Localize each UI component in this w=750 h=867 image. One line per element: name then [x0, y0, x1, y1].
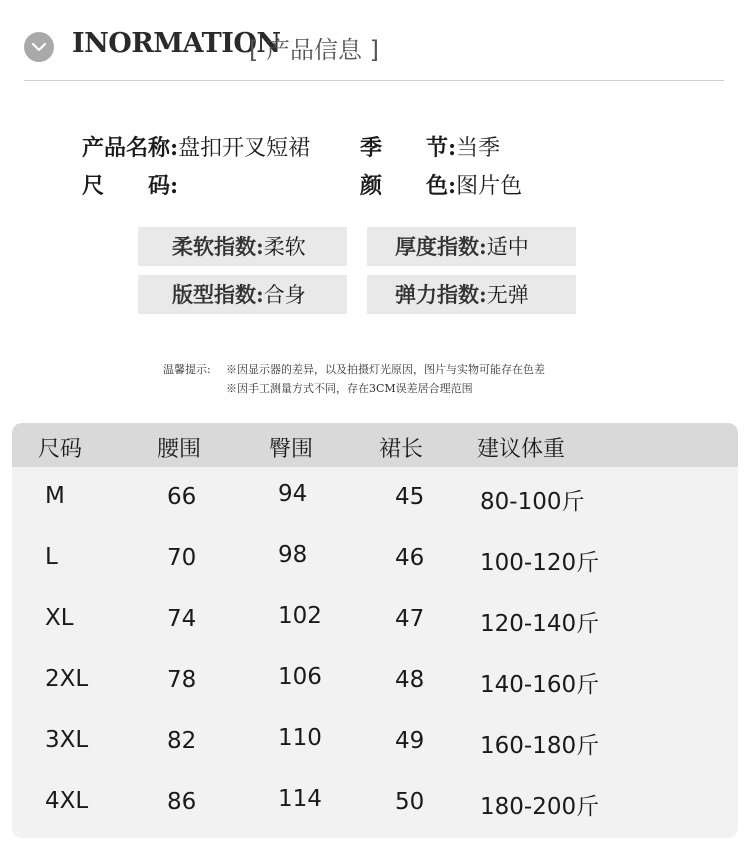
- cell-length: 48: [395, 667, 425, 693]
- thickness-index: [367, 227, 576, 266]
- index-value: 合身: [263, 283, 306, 307]
- index-label: 柔软指数:: [172, 234, 264, 259]
- header-weight: 建议体重: [477, 437, 566, 462]
- cell-hip: 94: [278, 481, 308, 507]
- header-hip: 臀围: [269, 437, 314, 462]
- cell-size: XL: [45, 605, 74, 631]
- index-label: 弹力指数:: [395, 282, 487, 307]
- cell-weight: 120-140斤: [480, 611, 600, 637]
- season-row: [360, 131, 500, 162]
- cell-waist: 74: [167, 606, 197, 632]
- index-value: 无弹: [486, 283, 529, 307]
- product-name-label: 产品名称:: [82, 135, 179, 161]
- softness-index: [138, 227, 347, 266]
- cell-size: 3XL: [45, 727, 89, 753]
- cell-size: M: [45, 483, 65, 509]
- cell-length: 46: [395, 545, 425, 571]
- cell-waist: 78: [167, 667, 197, 693]
- cell-weight: 140-160斤: [480, 672, 600, 698]
- cell-hip: 106: [278, 664, 322, 690]
- section-subtitle: [ 产品信息 ]: [249, 36, 379, 64]
- cell-weight: 160-180斤: [480, 733, 600, 759]
- index-label: 厚度指数:: [395, 234, 487, 259]
- table-header: [12, 423, 738, 467]
- chevron-down-icon: [24, 32, 54, 62]
- notes-line-1: ※因显示器的差异，以及拍摄灯光原因，图片与实物可能存在色差: [226, 363, 545, 376]
- cell-waist: 66: [167, 484, 197, 510]
- cell-waist: 82: [167, 728, 197, 754]
- cell-weight: 100-120斤: [480, 550, 600, 576]
- header-waist: 腰围: [157, 437, 202, 462]
- section-header: [0, 0, 750, 82]
- cell-size: 2XL: [45, 666, 89, 692]
- cell-hip: 110: [278, 725, 322, 751]
- season-value: 当季: [456, 136, 501, 161]
- section-title: INORMATION: [72, 28, 281, 59]
- product-name-value: 盘扣开叉短裙: [178, 136, 311, 161]
- size-row: [82, 169, 178, 200]
- cell-length: 50: [395, 789, 425, 815]
- season-label: 季 节:: [360, 135, 457, 161]
- cell-length: 45: [395, 484, 425, 510]
- notes-line-2: ※因手工测量方式不同，存在3CM误差居合理范围: [226, 382, 473, 395]
- cell-hip: 98: [278, 542, 308, 568]
- cell-hip: 102: [278, 603, 322, 629]
- color-value: 图片色: [456, 174, 523, 199]
- cell-waist: 86: [167, 789, 197, 815]
- color-row: [360, 169, 522, 200]
- size-label: 尺 码:: [82, 173, 179, 199]
- index-value: 适中: [486, 235, 529, 259]
- fit-index: [138, 275, 347, 314]
- cell-waist: 70: [167, 545, 197, 571]
- header-length: 裙长: [379, 437, 424, 462]
- notes-prefix: 温馨提示:: [163, 363, 211, 376]
- index-label: 版型指数:: [172, 282, 264, 307]
- index-value: 柔软: [263, 235, 306, 259]
- color-label: 颜 色:: [360, 173, 457, 199]
- product-name-row: [82, 131, 310, 162]
- elasticity-index: [367, 275, 576, 314]
- cell-hip: 114: [278, 786, 322, 812]
- cell-size: L: [45, 544, 58, 570]
- cell-weight: 180-200斤: [480, 794, 600, 820]
- cell-length: 47: [395, 606, 425, 632]
- header-size: 尺码: [38, 437, 83, 462]
- cell-weight: 80-100斤: [480, 489, 585, 515]
- header-divider: [24, 80, 724, 81]
- cell-length: 49: [395, 728, 425, 754]
- cell-size: 4XL: [45, 788, 89, 814]
- size-table: [12, 423, 738, 838]
